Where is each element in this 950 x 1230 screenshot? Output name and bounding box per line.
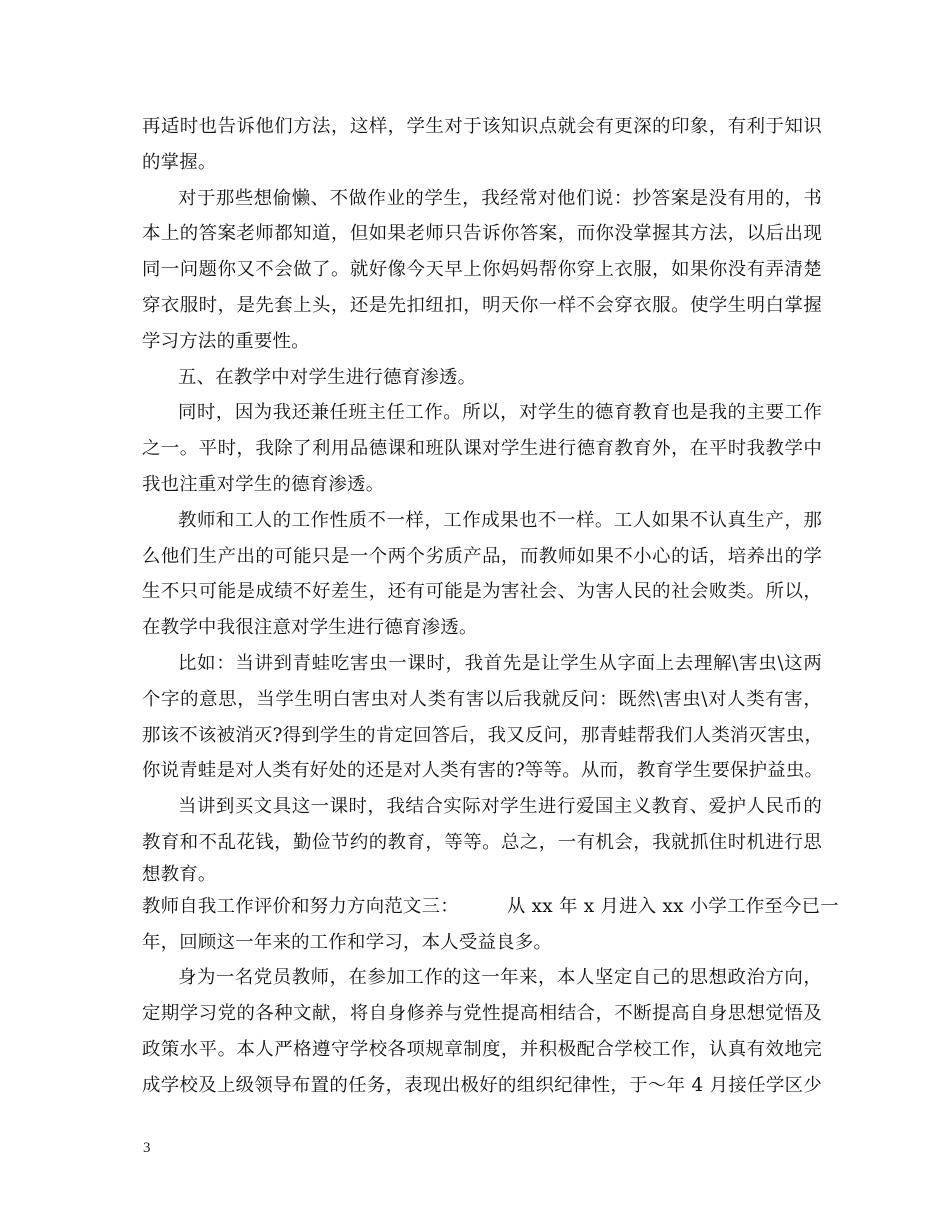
text-line: 那该不该被消灭?得到学生的肯定回答后，我又反问，那青蛙帮我们人类消灭害虫，: [142, 724, 824, 746]
paragraph-first-line: 身为一名党员教师，在参加工作的这一年来，本人坚定自己的思想政治方向，: [178, 967, 822, 989]
text-line: 教育和不乱花钱，勤俭节约的教育，等等。总之，一有机会，我就抓住时机进行思: [142, 831, 822, 853]
text-line: 再适时也告诉他们方法，这样，学生对于该知识点就会有更深的印象，有利于知识: [142, 116, 822, 137]
text-line: 想教育。: [142, 863, 217, 885]
text-line: 学习方法的重要性。: [142, 330, 310, 352]
document-body: [142, 109, 839, 1104]
page-number: 3: [143, 1140, 151, 1156]
section-heading: 五、在教学中对学生进行德育渗透。: [178, 366, 477, 388]
article-title: 教师自我工作评价和努力方向范文三：: [142, 895, 459, 917]
text-line: 同一问题你又不会做了。就好像今天早上你妈妈帮你穿上衣服，如果你没有弄清楚: [142, 259, 822, 281]
paragraph-first-line: 教师和工人的工作性质不一样，工作成果也不一样。工人如果不认真生产，那: [178, 509, 822, 531]
paragraph-first-line: 同时，因为我还兼任班主任工作。所以，对学生的德育教育也是我的主要工作: [178, 402, 822, 424]
text-line: 从 xx 年 x 月进入 xx 小学工作至今已一: [506, 895, 839, 917]
text-line: 我也注重对学生的德育渗透。: [142, 473, 385, 495]
text-line: 年，回顾这一年来的工作和学习，本人受益良多。: [142, 931, 553, 953]
text-line: 政策水平。本人严格遵守学校各项规章制度，并积极配合学校工作，认真有效地完: [142, 1038, 822, 1060]
text-line: 穿衣服时，是先套上头，还是先扣纽扣，明天你一样不会穿衣服。使学生明白掌握: [142, 294, 822, 316]
text-line: 本上的答案老师都知道，但如果老师只告诉你答案，而你没掌握其方法，以后出现: [142, 223, 822, 245]
article-heading-line: [142, 889, 839, 925]
text-line: 成学校及上级领导布置的任务，表现出极好的组织纪律性，于～年 4 月接任学区少: [142, 1074, 822, 1096]
text-line: 定期学习党的各种文献，将自身修养与党性提高相结合，不断提高自身思想觉悟及: [142, 1003, 822, 1025]
text-line: 之一。平时，我除了利用品德课和班队课对学生进行德育教育外，在平时我教学中: [142, 438, 822, 460]
paragraph-first-line: 对于那些想偷懒、不做作业的学生，我经常对他们说：抄答案是没有用的，书: [178, 187, 822, 209]
text-line: 你说青蛙是对人类有好处的还是对人类有害的?等等。从而，教育学生要保护益虫。: [142, 760, 824, 782]
text-line: 么他们生产出的可能只是一个两个劣质产品，而教师如果不小心的话，培养出的学: [142, 545, 822, 567]
text-line: 个字的意思，当学生明白害虫对人类有害以后我就反问：既然\害虫\对人类有害，: [142, 688, 822, 710]
text-line: 生不只可能是成绩不好差生，还有可能是为害社会、为害人民的社会败类。所以，: [142, 581, 822, 603]
text-line: 在教学中我很注意对学生进行德育渗透。: [142, 617, 478, 639]
paragraph-first-line: 比如：当讲到青蛙吃害虫一课时，我首先是让学生从字面上去理解\害虫\这两: [178, 652, 822, 674]
paragraph-first-line: 当讲到买文具这一课时，我结合实际对学生进行爱国主义教育、爱护人民币的: [178, 796, 822, 818]
text-line: 的掌握。: [142, 151, 217, 173]
